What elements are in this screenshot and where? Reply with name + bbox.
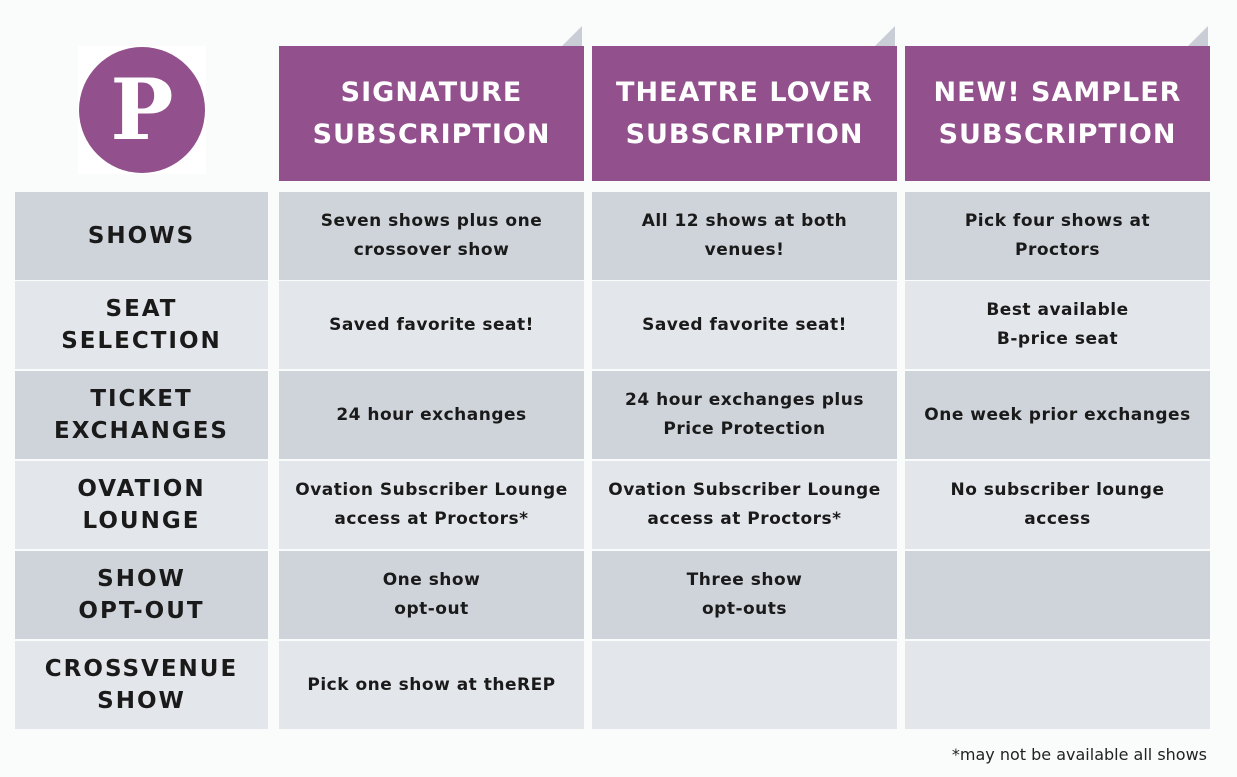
cell-line: Ovation Subscriber Lounge xyxy=(295,480,568,500)
cell-theatre-lover-shows xyxy=(592,192,897,280)
cell-line: Pick one show at theREP xyxy=(307,674,556,695)
cell-line: One show xyxy=(382,570,481,590)
cell-line: Proctors xyxy=(1015,240,1100,260)
cell-line: No subscriber lounge xyxy=(950,480,1165,500)
cell-line: Price Protection xyxy=(663,419,826,439)
header-line: THEATRE LOVER xyxy=(616,76,873,108)
cell-theatre-lover-show-opt-out xyxy=(592,551,897,639)
label-line: CROSSVENUE xyxy=(44,656,239,682)
cell-line: Saved favorite seat! xyxy=(329,314,534,335)
header-line: SUBSCRIPTION xyxy=(938,118,1177,150)
cell-line: Three show xyxy=(686,570,803,590)
cell-signature-ticket-exchanges xyxy=(279,371,584,459)
label-line: SHOW xyxy=(97,566,186,592)
cell-theatre-lover-seat-selection xyxy=(592,281,897,369)
cell-sampler-shows xyxy=(905,192,1210,280)
cell-line: Pick four shows at xyxy=(964,211,1151,231)
cell-theatre-lover-ticket-exchanges xyxy=(592,371,897,459)
row-label-ovation-lounge xyxy=(15,461,268,549)
cell-line: access at Proctors* xyxy=(334,509,529,529)
cell-sampler-show-opt-out xyxy=(905,551,1210,639)
cell-theatre-lover-ovation-lounge xyxy=(592,461,897,549)
label-line: SHOWS xyxy=(87,223,196,249)
logo xyxy=(78,46,206,174)
cell-line: Ovation Subscriber Lounge xyxy=(608,480,881,500)
cell-line: Saved favorite seat! xyxy=(642,314,847,335)
cell-line: crossover show xyxy=(353,240,510,260)
cell-line: Best available xyxy=(986,300,1129,320)
header-line: SUBSCRIPTION xyxy=(312,118,551,150)
cell-line: One week prior exchanges xyxy=(924,404,1191,425)
row-label-seat-selection xyxy=(15,281,268,369)
header-line: SIGNATURE xyxy=(340,76,523,108)
cell-sampler-ovation-lounge xyxy=(905,461,1210,549)
cell-signature-crossvenue-show xyxy=(279,641,584,729)
cell-sampler-ticket-exchanges xyxy=(905,371,1210,459)
row-label-show-opt-out xyxy=(15,551,268,639)
cell-signature-ovation-lounge xyxy=(279,461,584,549)
logo-circle xyxy=(79,47,205,173)
header-fold-corner xyxy=(1188,26,1208,46)
cell-sampler-seat-selection xyxy=(905,281,1210,369)
cell-line: opt-outs xyxy=(701,599,788,619)
label-line: SHOW xyxy=(97,688,186,714)
label-line: OPT-OUT xyxy=(78,598,205,624)
cell-signature-seat-selection xyxy=(279,281,584,369)
cell-signature-shows xyxy=(279,192,584,280)
header-theatre-lover xyxy=(592,46,897,181)
label-line: LOUNGE xyxy=(82,508,201,534)
row-label-ticket-exchanges xyxy=(15,371,268,459)
label-line: TICKET xyxy=(90,386,193,412)
cell-line: access at Proctors* xyxy=(647,509,842,529)
cell-line: opt-out xyxy=(394,599,469,619)
cell-line: B-price seat xyxy=(996,329,1119,349)
header-fold-corner xyxy=(562,26,582,46)
cell-theatre-lover-crossvenue-show xyxy=(592,641,897,729)
cell-signature-show-opt-out xyxy=(279,551,584,639)
cell-line: Seven shows plus one xyxy=(320,211,543,231)
footnote: *may not be available all shows xyxy=(951,745,1207,764)
header-line: NEW! SAMPLER xyxy=(933,76,1182,108)
cell-line: access xyxy=(1024,509,1091,529)
cell-line: 24 hour exchanges xyxy=(336,404,527,425)
label-line: OVATION xyxy=(77,476,206,502)
label-line: SEAT xyxy=(105,296,178,322)
label-line: SELECTION xyxy=(61,328,222,354)
row-label-crossvenue-show xyxy=(15,641,268,729)
row-label-shows xyxy=(15,192,268,280)
cell-line: All 12 shows at both xyxy=(641,211,848,231)
header-line: SUBSCRIPTION xyxy=(625,118,864,150)
header-fold-corner xyxy=(875,26,895,46)
logo-letter: P xyxy=(110,60,174,159)
cell-sampler-crossvenue-show xyxy=(905,641,1210,729)
cell-line: 24 hour exchanges plus xyxy=(625,390,864,410)
cell-line: venues! xyxy=(704,240,785,260)
header-signature xyxy=(279,46,584,181)
label-line: EXCHANGES xyxy=(54,418,229,444)
header-sampler xyxy=(905,46,1210,181)
